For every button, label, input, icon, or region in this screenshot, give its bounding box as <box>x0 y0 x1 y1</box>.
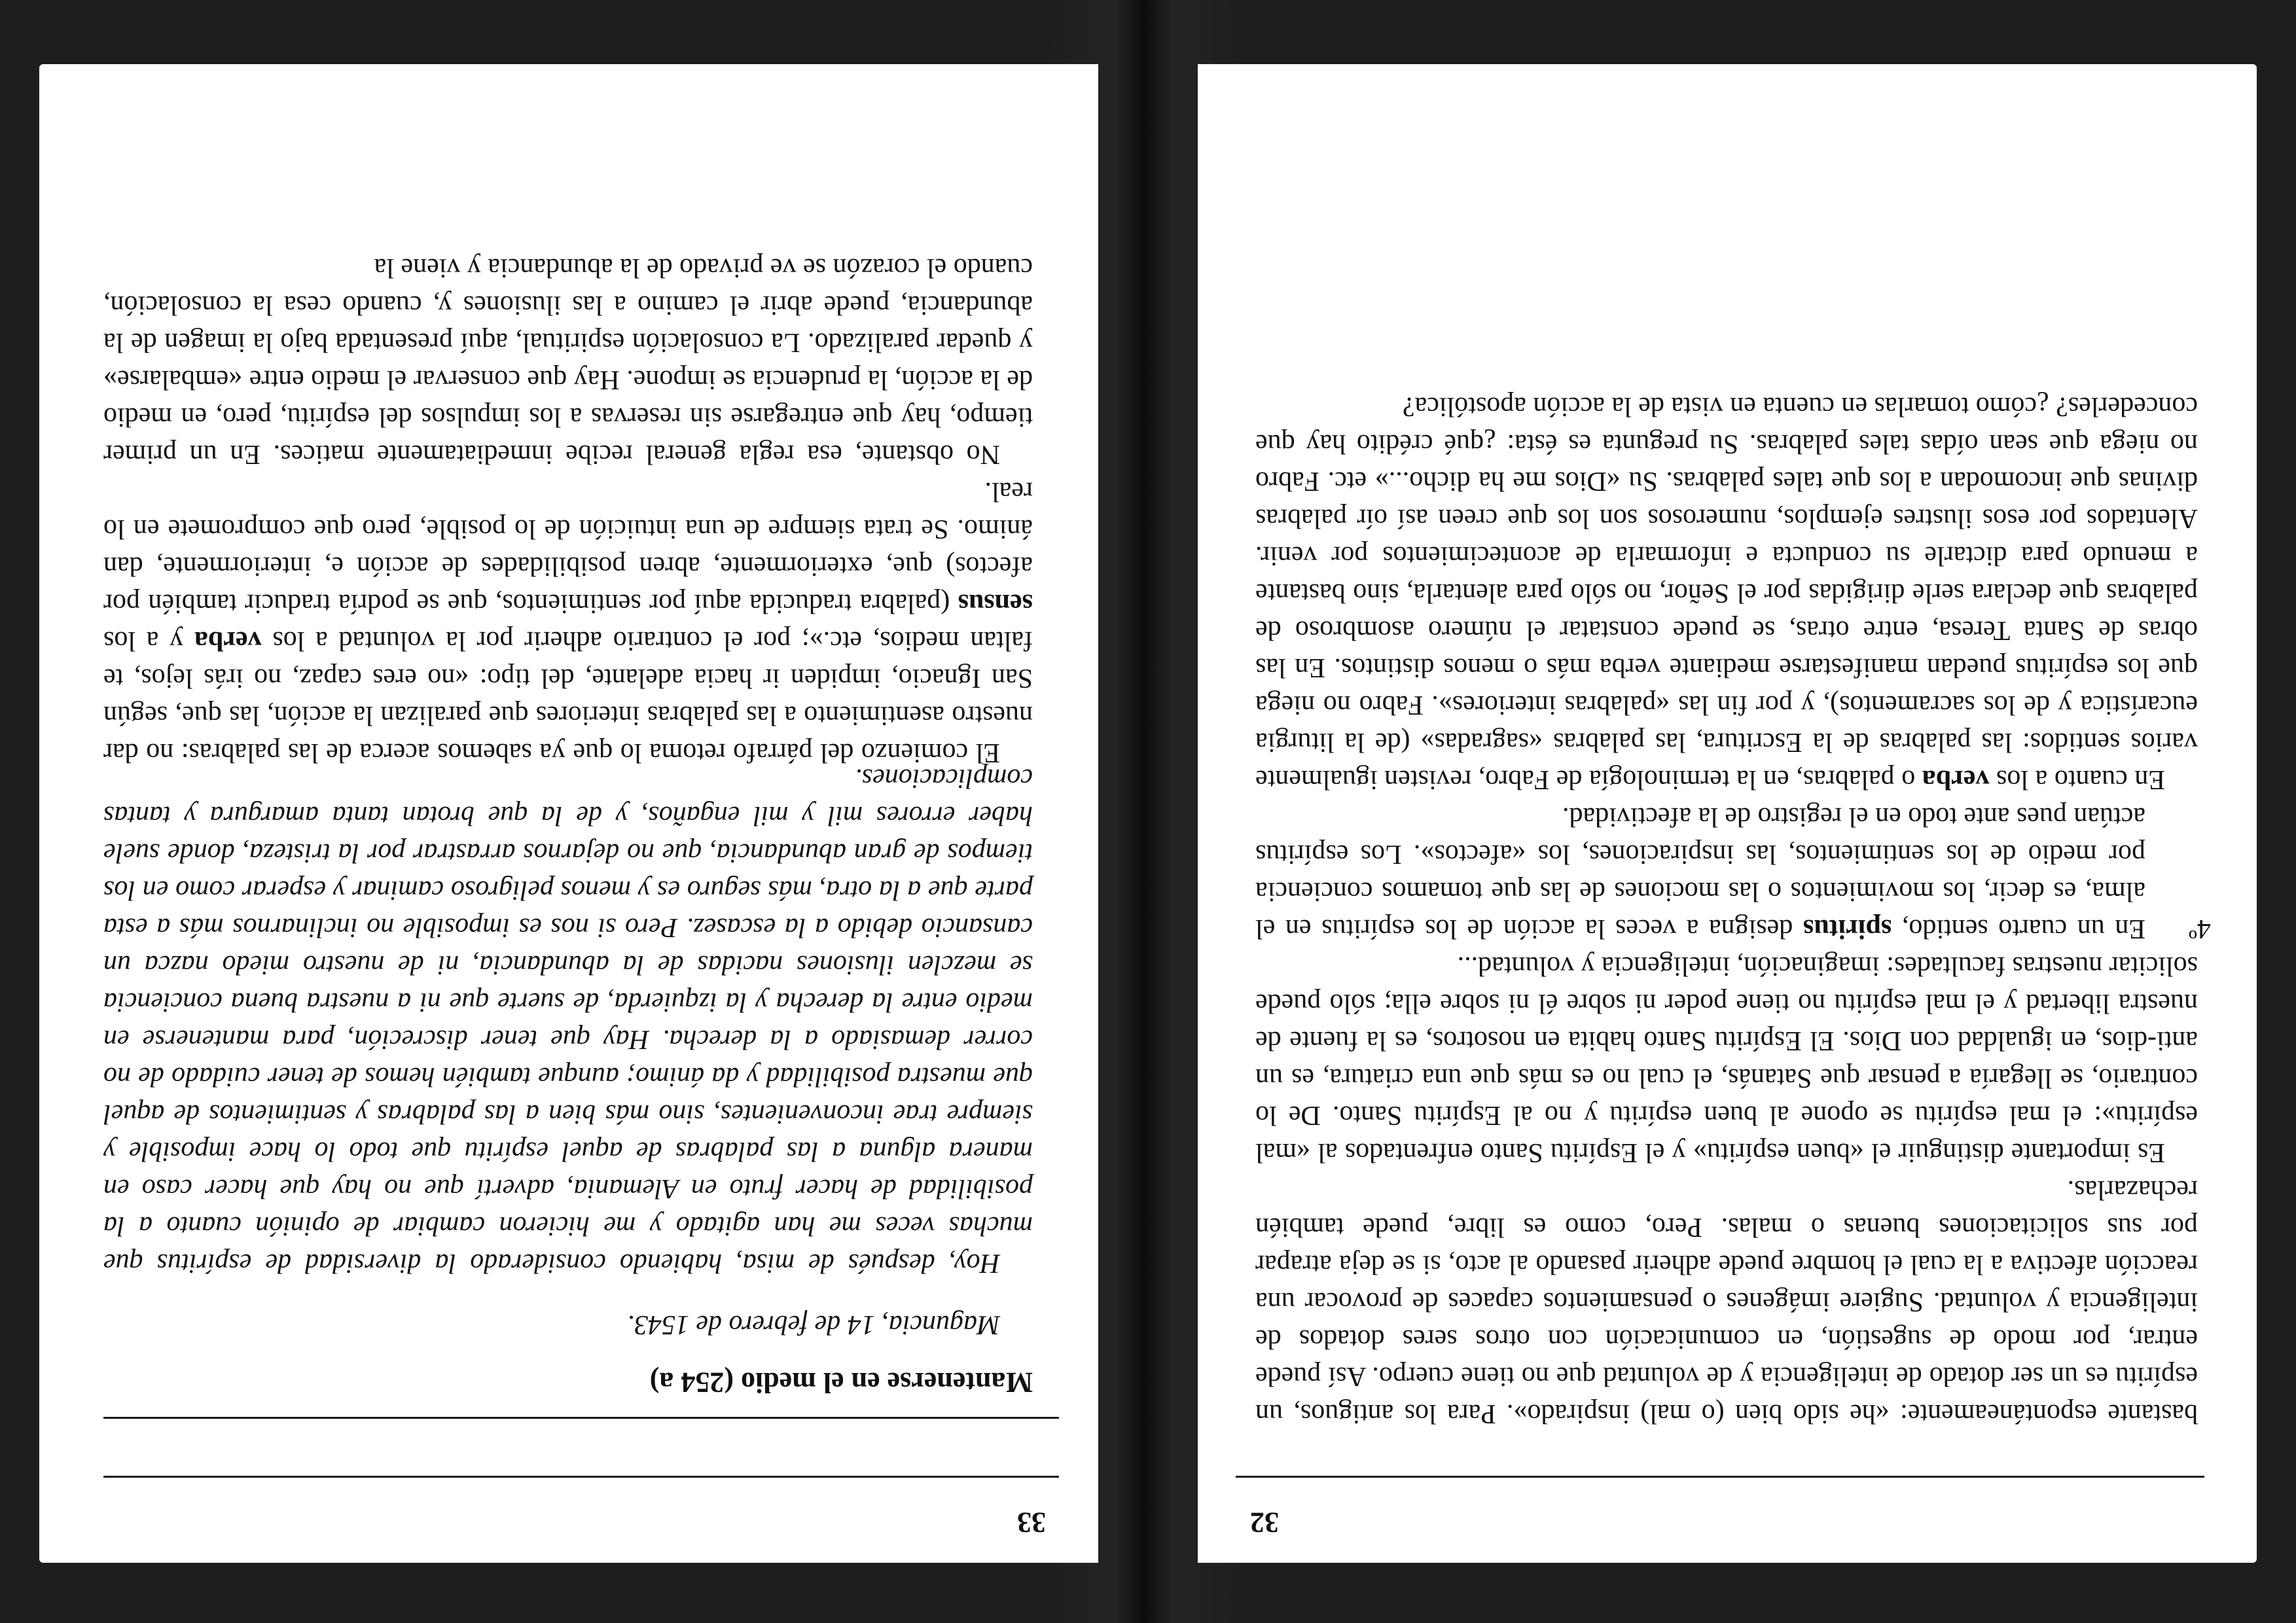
left-body-text <box>1255 387 2211 1432</box>
term-verba-right: verba <box>194 626 262 656</box>
right-body-text <box>103 249 1033 771</box>
place-date: Maguncia, 14 de febrero de 1543. <box>627 1310 1000 1340</box>
list-item-fourth-sense <box>1255 798 2211 947</box>
list-marker: 4º <box>2188 914 2211 944</box>
commentary-text-after: (palabra traducida aquí por sentimientos, que se podría traducir también por afectos) que, exteriormente, abren posibilidades de acción e, interiormente, dan ánimo. Se trata siempre de una intuición de lo posible, pero que compromete en lo real. <box>103 476 1033 618</box>
quote-block <box>103 759 1033 1281</box>
paragraph-verba <box>1255 387 2198 798</box>
section-heading: Mantenerse en el medio (254 a) <box>649 1366 1033 1399</box>
header-rule-left <box>1236 1476 2204 1478</box>
paragraph-nuance: No obstante, esa regla general recibe inmediatamente matices. En un primer tiempo, hay que entregarse sin reservas a los impulsos del espíritu, pero, en medio de la acción, la prudencia se impone. Hay que conservar el medio entre «embalarse» y quedar paralizado. La consolación espiritual, aquí presentada bajo la imagen de la abundancia, puede abrir el camino a las ilusiones y, cuando cesa la consolación, cuando el corazón se ve privado de la abundancia y viene la <box>103 253 1033 469</box>
ignatius-quote: Hoy, después de misa, habiendo considerado la diversidad de espíritus que muchas veces me han agitado y me hicieron cambiar de opinión cuanto a la posibilidad de hacer fruto en Alemania, advertí que no hay que hacer caso en manera alguna a las palabras de aquel espíritu que todo lo hace imposible y siempre trae inconvenientes, sino más bien a las palabras y sentimientos de aquel que muestra posibilidad y da ánimo; aunque también hemos de tener cuidado de no correr demasiado a la derecha. Hay que tener discreción, para mantenerse en medio entre la derecha y la izquierda, de suerte que ni a nuestra buena conciencia se mezclen ilusiones nacidas de la abundancia, ni de nuestro miedo nazca un cansancio debido a la escasez. Pero si nos es imposible no inclinarnos más a esta parte que a la otra, más seguro es y menos peligroso caminar y esperar como en los tiempos de gran abundancia, que no dejarnos arrastrar por la tristeza, donde suele haber errores mil y mil engaños, y de la que brotan tanta amargura y tantas complicaciones. <box>103 763 1033 1278</box>
page-right <box>39 64 1098 1563</box>
page-number-right: 33 <box>1017 1507 1046 1539</box>
page-number-left: 32 <box>1250 1507 1279 1539</box>
term-verba: verba <box>1922 764 1990 794</box>
term-sensus: sensus <box>958 588 1033 618</box>
paragraph-commentary <box>103 473 1033 771</box>
page-left <box>1198 64 2257 1563</box>
paragraph-spirit-definition: bastante espontáneamente: «he sido bien (o mal) inspirado». Para los antiguos, un espíritu es un ser dotado de inteligencia y de voluntad que no tiene cuerpo. Así puede entrar, por modo de sugestión, en comunicación con otros seres dotados de inteligencia y voluntad. Sugiere imágenes o pensamientos capaces de provocar una reacción afectiva a la cual el hombre puede adherir pasando al acto, si se deja atrapar por sus solicitaciones buenas o malas. Pero, como es libre, puede también rechazarlas. <box>1255 1175 2198 1429</box>
paragraph-good-evil-spirit: Es importante distinguir el «buen espíritu» y el Espíritu Santo enfrentados al «mal espíritu»: el mal espíritu se opone al buen espíritu y no al Espíritu Santo. De lo contrario, se llegaría a pensar que Satanás, el cual no es más que una criatura, es un anti-dios, en igualdad con Dios. El Espíritu Santo habita en nosotros, es la fuente de nuestra libertad y el mal espíritu no tiene poder ni sobre él ni sobre ella; sólo puede solicitar nuestras facultades: imaginación, inteligencia y voluntad... <box>1255 951 2198 1168</box>
list-text-after: designa a veces la acción de los espíritus en el alma, es decir, los movimientos o las mociones de las que tomamos conciencia por medio de los sentimientos, las inspiraciones, los «afectos». Los espíritus actúan pues ante todo en el registro de la afectividad. <box>1255 802 2145 944</box>
section-rule <box>103 1417 1059 1419</box>
header-rule-right <box>103 1476 1059 1478</box>
verba-text-before: En cuanto a los <box>1989 764 2165 794</box>
commentary-text-before: El comienzo del párrafo retoma lo que ya sabemos acerca de las palabras: no dar nuestro asentimiento a las palabras interiores que paralizan la acción, las que, según San Ignacio, impiden ir hacia adelante, del tipo: «no eres capaz, no irás lejos, te faltan medios, etc.»; por el contrario adherir por la voluntad a los <box>103 626 1033 768</box>
commentary-text-mid: y a los <box>103 626 194 656</box>
list-text-before: En un cuarto sentido, <box>1892 914 2145 944</box>
term-spiritus: spiritus <box>1803 914 1892 944</box>
verba-text-after: o palabras, en la terminología de Fabro, revisten igualmente varios sentidos: las palabras de la Escritura, las palabras «sagradas» (de la liturgia eucarística y de los sacramentos), y por fin las «palabras interiores». Fabro no niega que los espíritus puedan manifestarse mediante verba más o menos distintos. En las obras de Santa Teresa, entre otras, se puede constatar el número asombroso de palabras que declara serle dirigidas por el Señor, no sólo para alentarla, sino bastante a menudo para dictarle su conducta e informarla de acontecimientos por venir. Alentados por esos ilustres ejemplos, numerosos son los que creen así oír palabras divinas que incomodan a los que tales palabras. Su «Dios me ha dicho...» etc. Fabro no niega que sean oídas tales palabras. Su pregunta es ésta: ¿qué crédito hay que concederles? ¿cómo tomarlas en cuenta en vista de la acción apostólica? <box>1255 391 2198 794</box>
